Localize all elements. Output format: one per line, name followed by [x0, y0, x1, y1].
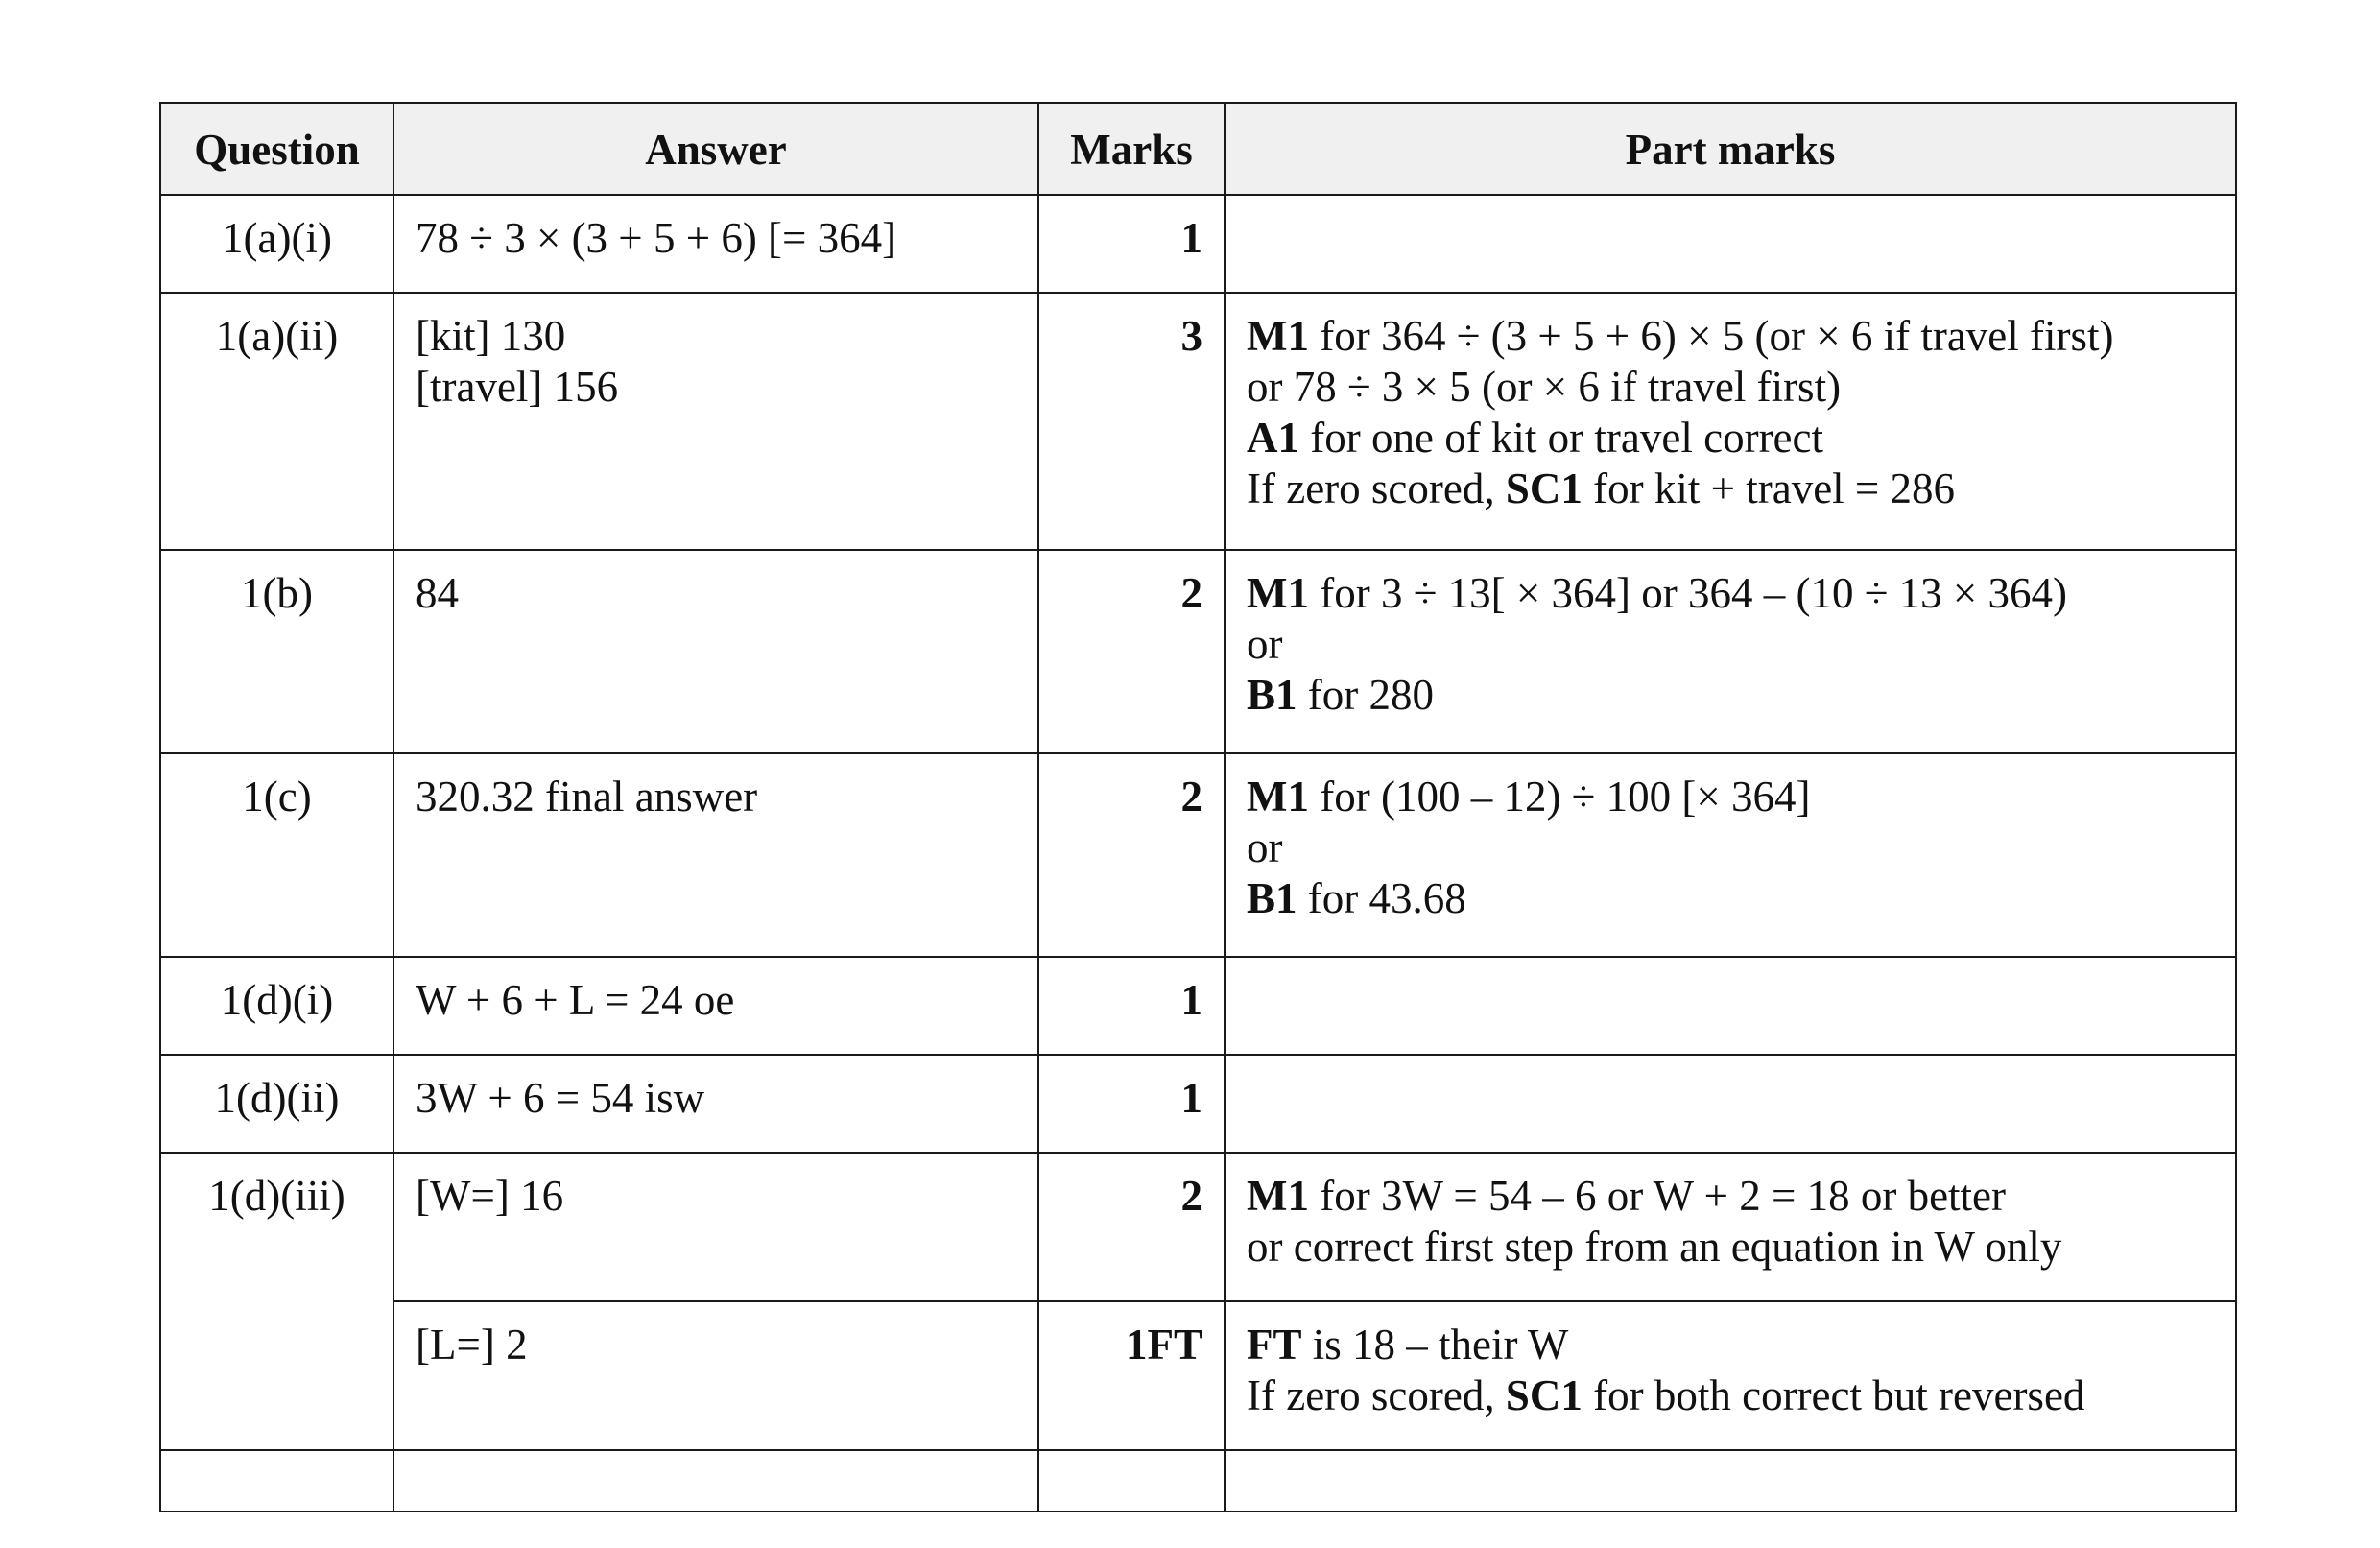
answer-cell — [393, 1153, 1038, 1301]
table-row — [160, 957, 2236, 1055]
continuation-cell — [1225, 1450, 2236, 1512]
answer-line: [L=] 2 — [416, 1321, 528, 1369]
part-mark-line: M1 for (100 – 12) ÷ 100 [× 364] — [1247, 773, 1811, 821]
header-marks: Marks — [1038, 103, 1225, 195]
continuation-cell — [160, 1450, 393, 1512]
marks-cell: 1 — [1038, 195, 1225, 293]
part-mark-line: B1 for 43.68 — [1247, 874, 1466, 922]
answer-line: [W=] 16 — [416, 1172, 564, 1220]
table-row — [160, 1301, 2236, 1450]
answer-line: 320.32 final answer — [416, 773, 758, 821]
header-question: Question — [160, 103, 393, 195]
table-row — [160, 293, 2236, 550]
part-mark-line: B1 for 280 — [1247, 671, 1434, 719]
marks-cell: 1 — [1038, 957, 1225, 1055]
mark-scheme-table — [159, 102, 2237, 1512]
answer-cell — [393, 550, 1038, 753]
table-row — [160, 753, 2236, 957]
question-cell: 1(b) — [160, 550, 393, 753]
part-marks-cell — [1225, 1301, 2236, 1450]
part-mark-line: If zero scored, SC1 for kit + travel = 286 — [1247, 464, 1956, 512]
part-marks-cell — [1225, 1055, 2236, 1153]
answer-line: 3W + 6 = 54 isw — [416, 1074, 705, 1122]
answer-line: 84 — [416, 569, 459, 617]
header-answer: Answer — [393, 103, 1038, 195]
answer-line: W + 6 + L = 24 oe — [416, 976, 735, 1024]
part-mark-line: or 78 ÷ 3 × 5 (or × 6 if travel first) — [1247, 363, 1842, 411]
part-marks-cell — [1225, 753, 2236, 957]
header-part-marks: Part marks — [1225, 103, 2236, 195]
question-cell: 1(a)(i) — [160, 195, 393, 293]
answer-cell — [393, 195, 1038, 293]
marks-cell: 3 — [1038, 293, 1225, 550]
answer-cell — [393, 293, 1038, 550]
answer-cell — [393, 957, 1038, 1055]
question-cell: 1(c) — [160, 753, 393, 957]
table-continuation — [160, 1450, 2236, 1512]
marks-cell: 2 — [1038, 753, 1225, 957]
marks-cell: 1FT — [1038, 1301, 1225, 1450]
answer-line: [travel] 156 — [416, 363, 619, 411]
answer-cell — [393, 753, 1038, 957]
continuation-cell — [1038, 1450, 1225, 1512]
part-marks-cell — [1225, 293, 2236, 550]
answer-cell — [393, 1055, 1038, 1153]
question-cell: 1(d)(i) — [160, 957, 393, 1055]
question-cell: 1(a)(ii) — [160, 293, 393, 550]
part-marks-cell — [1225, 957, 2236, 1055]
answer-line: [kit] 130 — [416, 312, 566, 360]
part-mark-line: A1 for one of kit or travel correct — [1247, 414, 1823, 462]
part-mark-line: M1 for 3 ÷ 13[ × 364] or 364 – (10 ÷ 13 × 364) — [1247, 569, 2068, 617]
table-row — [160, 1153, 2236, 1301]
part-mark-line: or — [1247, 823, 1283, 871]
part-mark-line: FT is 18 – their W — [1247, 1321, 1569, 1369]
table-row — [160, 550, 2236, 753]
part-marks-cell — [1225, 195, 2236, 293]
part-mark-line: or — [1247, 620, 1283, 668]
part-marks-cell — [1225, 1153, 2236, 1301]
marks-cell: 1 — [1038, 1055, 1225, 1153]
header-row — [160, 103, 2236, 195]
continuation-cell — [393, 1450, 1038, 1512]
answer-line: 78 ÷ 3 × (3 + 5 + 6) [= 364] — [416, 214, 897, 262]
part-mark-line: M1 for 3W = 54 – 6 or W + 2 = 18 or better — [1247, 1172, 2007, 1220]
part-mark-line: or correct first step from an equation in W only — [1247, 1223, 2062, 1271]
marks-cell: 2 — [1038, 550, 1225, 753]
answer-cell — [393, 1301, 1038, 1450]
question-cell: 1(d)(ii) — [160, 1055, 393, 1153]
part-mark-line: M1 for 364 ÷ (3 + 5 + 6) × 5 (or × 6 if travel first) — [1247, 312, 2114, 360]
table-row — [160, 1055, 2236, 1153]
question-cell: 1(d)(iii) — [160, 1153, 393, 1450]
marks-cell: 2 — [1038, 1153, 1225, 1301]
part-mark-line: If zero scored, SC1 for both correct but reversed — [1247, 1371, 2085, 1419]
part-marks-cell — [1225, 550, 2236, 753]
table-row — [160, 195, 2236, 293]
